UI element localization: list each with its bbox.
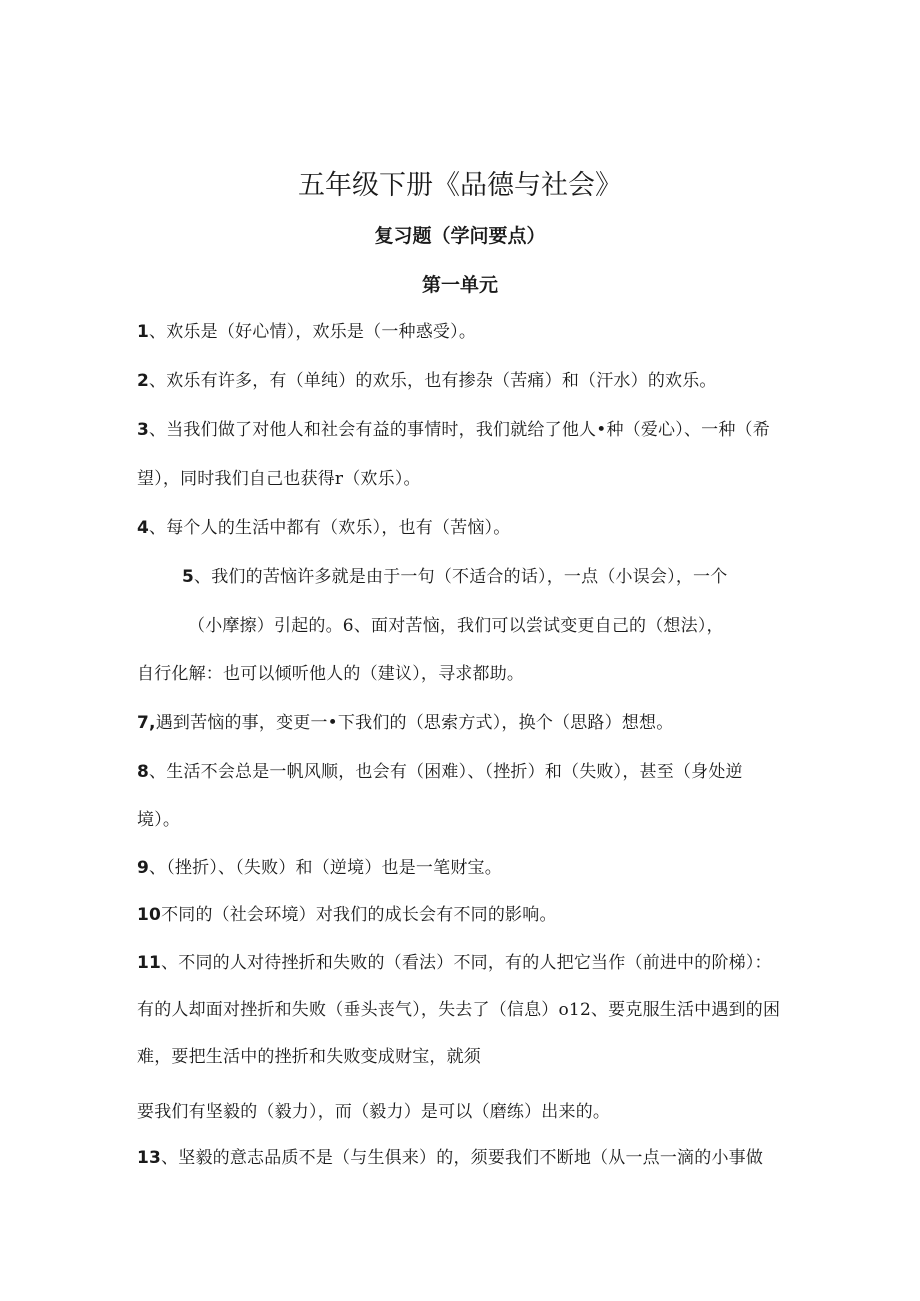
text-line-16: [137, 1045, 481, 1069]
line-text: （小摩擦）引起的。6、面对苦恼，我们可以尝试变更自己的（想法），: [188, 616, 724, 636]
item-number: 4: [137, 518, 150, 538]
line-text: 望），同时我们自己也获得r（欢乐）。: [137, 469, 421, 489]
text-line-13: [137, 903, 557, 927]
line-text: 自行化解：也可以倾听他人的（建议），寻求都助。: [137, 664, 525, 684]
item-number: 11: [137, 953, 162, 973]
line-text: 、每个人的生活中都有（欢乐），也有（苦恼）。: [149, 518, 511, 538]
line-text: 、（挫折）、（失败）和（逆境）也是一笔财宝。: [149, 858, 502, 878]
text-line-17: [137, 1100, 610, 1124]
line-text: 、我们的苦恼许多就是由于一句（不适合的话），一点（小误会），一个: [194, 567, 728, 587]
text-line-11: [137, 808, 180, 832]
item-number: 13: [137, 1148, 162, 1168]
line-text: 、不同的人对待挫折和失败的（看法）不同，有的人把它当作（前进中的阶梯）：: [161, 953, 772, 973]
item-number: 8: [137, 762, 150, 782]
item-number: 2: [137, 371, 150, 391]
item-number: 1: [137, 322, 150, 342]
text-line-18: [137, 1146, 763, 1170]
line-text: 、当我们做了对他人和社会有益的事情时，我们就给了他人•种（爱心）、一种（希: [149, 420, 770, 440]
text-line-10: [137, 760, 743, 784]
text-line-12: [137, 856, 502, 880]
line-text: 不同的（社会环境）对我们的成长会有不同的影响。: [161, 905, 557, 925]
item-number: 9: [137, 858, 150, 878]
unit-heading: 第一单元: [421, 274, 498, 296]
text-line-14: [137, 951, 772, 975]
line-text: 难，要把生活中的挫折和失败变成财宝，就须: [137, 1047, 481, 1067]
line-text: 有的人却面对挫折和失败（垂头丧气），失去了（信息）o12、要克服生活中遇到的困: [137, 1000, 781, 1020]
line-text: 境）。: [137, 810, 181, 830]
document-title: 五年级下册《品德与社会》: [298, 170, 622, 201]
text-line-6: [182, 565, 727, 589]
item-number: 10: [137, 905, 162, 925]
text-line-8: [137, 662, 524, 686]
text-line-3: [137, 418, 770, 442]
text-line-4: [137, 467, 421, 491]
text-line-2: [137, 369, 717, 393]
item-number: 3: [137, 420, 150, 440]
line-text: 遇到苦恼的事，变更一•下我们的（思索方式），换个（思路）想想。: [155, 713, 674, 733]
text-line-7: [188, 614, 724, 638]
item-number: 7,: [137, 713, 156, 733]
line-text: 、欢乐是（好心情），欢乐是（一种惑受）。: [149, 322, 477, 342]
line-text: 、生活不会总是一帆风顺，也会有（困难）、（挫折）和（失败），甚至（身处逆: [149, 762, 743, 782]
line-text: 、欢乐有许多，有（单纯）的欢乐，也有掺杂（苦痛）和（汗水）的欢乐。: [149, 371, 717, 391]
text-line-9: [137, 711, 673, 735]
text-line-1: [137, 320, 476, 344]
text-line-5: [137, 516, 510, 540]
line-text: 要我们有坚毅的（毅力），而（毅力）是可以（磨练）出来的。: [137, 1102, 611, 1122]
item-number: 5: [182, 567, 195, 587]
line-text: 、坚毅的意志品质不是（与生俱来）的，须要我们不断地（从一点一滴的小事做: [161, 1148, 764, 1168]
document-subtitle: 复习题（学问要点）: [374, 225, 546, 247]
text-line-15: [137, 998, 780, 1022]
